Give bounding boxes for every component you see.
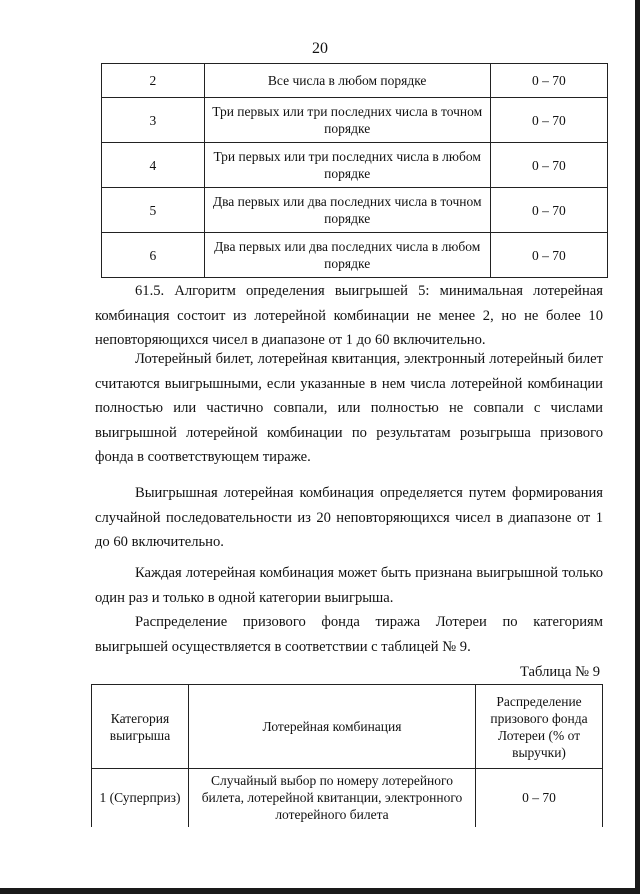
combination-cell: Два первых или два последних числа в точном порядке: [204, 188, 490, 233]
category-cell: 2: [102, 64, 205, 98]
share-cell: 0 – 70: [490, 64, 607, 98]
scan-edge-bottom: [0, 888, 640, 894]
paragraph-winning-ticket: Лотерейный билет, лотерейная квитанция, электронный лотерейный билет считаются выигрышными, если указанные в нем числа лотерейной комбинации полностью или частично совпали, или полностью не совпали с числами выигрышной лотерейной комбинации по результатам розыгрыша призового фонда в соответствующем тираже.: [95, 351, 603, 465]
paragraph-single-category: Каждая лотерейная комбинация может быть признана выигрышной только один раз и только в одной категории выигрыша.: [95, 565, 603, 606]
combination-cell: Три первых или три последних числа в точном порядке: [204, 98, 490, 143]
table-caption: Таблица № 9: [520, 664, 600, 680]
category-cell: 4: [102, 143, 205, 188]
category-cell: 6: [102, 233, 205, 278]
combination-cell: Случайный выбор по номеру лотерейного билета, лотерейной квитанции, электронного лотерейного билета: [189, 769, 476, 827]
share-cell: 0 – 70: [490, 188, 607, 233]
category-cell: 5: [102, 188, 205, 233]
category-cell: 3: [102, 98, 205, 143]
page-number: 20: [312, 40, 328, 57]
share-cell: 0 – 70: [490, 143, 607, 188]
table-row: [102, 188, 608, 233]
scan-edge-right: [635, 0, 640, 894]
paragraph-winning-combination: Выигрышная лотерейная комбинация определяется путем формирования случайной последовательности из 20 неповторяющихся чисел в диапазоне от 1 до 60 включительно.: [95, 485, 603, 550]
table-row: [102, 98, 608, 143]
header-distribution: Распределение призового фонда Лотереи (% от выручки): [476, 685, 603, 769]
share-cell: 0 – 70: [476, 769, 603, 827]
prize-table-continued: [101, 63, 608, 278]
share-cell: 0 – 70: [490, 98, 607, 143]
paragraph-distribution: Распределение призового фонда тиража Лотереи по категориям выигрышей осуществляется в соответствии с таблицей № 9.: [95, 614, 603, 655]
table-header-row: [92, 685, 603, 769]
table-row: [92, 769, 603, 827]
combination-cell: Три первых или три последних числа в любом порядке: [204, 143, 490, 188]
combination-cell: Все числа в любом порядке: [204, 64, 490, 98]
combination-cell: Два первых или два последних числа в любом порядке: [204, 233, 490, 278]
header-combination: Лотерейная комбинация: [189, 685, 476, 769]
table-9: [91, 684, 603, 827]
paragraph-algorithm-5: 61.5. Алгоритм определения выигрышей 5: минимальная лотерейная комбинация состоит из лотерейной комбинации не менее 2, но не более 10 неповторяющихся чисел в диапазоне от 1 до 60 включительно.: [95, 283, 603, 348]
table-row: [102, 233, 608, 278]
table-row: [102, 143, 608, 188]
category-cell: 1 (Суперприз): [92, 769, 189, 827]
header-category: Категория выигрыша: [92, 685, 189, 769]
share-cell: 0 – 70: [490, 233, 607, 278]
table-row: [102, 64, 608, 98]
